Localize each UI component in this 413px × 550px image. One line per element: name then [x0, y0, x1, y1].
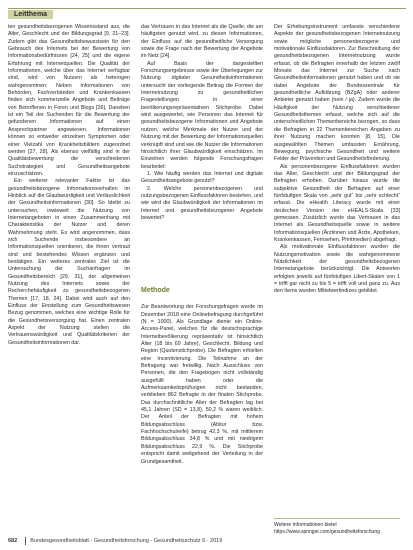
- paragraph: Ein weiterer relevanter Faktor ist das gesundheitsbezogene Informationsverhalten im Hinblick auf die Glaubwürdigkeit und Verlässlichkeit der Gesundheitsinformationen [30]. So bleibt zu untersuchen, inwieweit die Nutzung von Internetangeboten in einen Zusammenhang mit Charakteristika der Nutzer und deren Wahrnehmung steht. Es wird angenommen, dass sich Suchende insbesondere an Informationsquellen orientieren, die ihnen vertraut sind und bestehendes Wissen ergänzen und bestätigen. Ein weiteres zentrales Ziel ist die Untersuchung der Suchanfragen im Gesundheitsbereich [29, 31], der allgemeinen Nutzung des Internets sowie der Recherchehäufigkeit zu gesundheitsbezogenen Themen [17, 18, 24]. Dabei wird auch auf den Einfluss der Einstellung zum Gesundheitswesen Bezug genommen, welches eine wichtige Rolle für die Gesundheitsversorgung hat. Einen zentralen Aspekt der Nutzung stellen die Vertrauenswürdigkeit und Qualitätskriterien der Gesundheitsinformationen dar.: [8, 178, 130, 346]
- page-footer: [8, 536, 406, 546]
- page-number: 682: [8, 538, 18, 544]
- list-item: 1. Wie häufig werden das Internet und digitale Gesundheitsangebote genutzt?: [141, 170, 263, 185]
- section-tag: Leitthema: [8, 10, 53, 19]
- paragraph: Der Erhebungsinstrument umfasste verschiedene Aspekte der gesundheitsbezogenen Internetnutzung sowie mögliche personenbezogene und motivationale Einflussfaktoren. Zur Beschreibung der gesundheitsbezogenen Internetnutzung wurde erfasst, ob die Befragten innerhalb der letzten zwölf Monate das Internet zur Suche nach Gesundheitsinformationen genutzt haben und ob sie dabei Angebote der Bundeszentrale für gesundheitliche Aufklärung (BZgA) oder anderer Anbieter genutzt haben (nein / ja). Zudem wurde die Häufigkeit der Nutzung verschiedener Gesundheitsthemen erfasst, welche sich auf die unterschiedlichen Themenbereiche bezogen, so dass die Befragten in 22 Themenbereichen Angaben zu ihrer Nutzung machen konnten [8, 15]. Die ausgewählten Themen umfassten Ernährung, Bewegung, psychische Gesundheit und weitere Felder der Prävention und Gesundheitsförderung.: [274, 24, 400, 163]
- paragraph: Als personenbezogene Einflussfaktoren wurden das Alter, Geschlecht und der Bildungsgrad der Befragten erhoben. Darüber hinaus wurde die subjektive Gesundheit der Befragten auf einer fünfstufigen Skala von „sehr gut“ bis „sehr schlecht“ erfasst. Die eHealth Literacy wurde mit einer deutschen Version der eHEALS-Skala [33] gemessen. Zusätzlich wurde das Vertrauen in das Internet als Gesundheitsquelle sowie in weitere Informationsquellen (Ärztinnen und Ärzte, Apotheken, Krankenkassen, Fernsehen, Printmedien) abgefragt.: [274, 163, 400, 243]
- methods-text: [141, 299, 263, 519]
- paragraph: Auf Basis der dargestellten Forschungsergebnisse sowie der Überlegungen zur Nutzung digitaler Gesundheitsinformationen untersucht der vorliegende Beitrag die Formen der Internetnutzung zu gesundheitlichen Fragestellungen in einer bevölkerungsrepräsentativen Stichprobe. Dabei wird ausgewertet, wie Personen das Internet für gesundheitsbezogene Informationen und Angebote nutzen, welche Merkmale der Nutzer und der Nutzung mit der Bewertung der Informationsquellen verknüpft sind und wie die Nutzer die Informationen hinsichtlich ihrer Glaubwürdigkeit einschätzen. Im Einzelnen werden folgende Forschungsfragen bearbeitet:: [141, 60, 263, 170]
- text-column-right: [274, 24, 400, 514]
- list-item: 2. Welche personenbezogenen und nutzungsbezogenen Einflussfaktoren bestehen, und wie wird die Glaubwürdigkeit der Informationen im Internet und gesundheitsbezogener Angebote bewertet?: [141, 185, 263, 221]
- footnote: [274, 518, 400, 535]
- footer-separator: [25, 537, 26, 545]
- paragraph: ten gesundheitsbezogenen Wissensstand aus, die Alter, Geschlecht und der Bildungsgrad [9, 21–23]. Zudem gibt das Gesundheitsbewusstsein für den Gebrauch des Internets bei der Bewertung von Informationsbedürfnissen [24, 25] und die eigene Erfahrung mit Internetquellen. Die Qualität der Informationen, welche über das Internet verfügbar sind, wird von Nutzern als heterogen wahrgenommen: Neben Informationen von Behörden, Fachverbänden und Krankenkassen finden sich kommerzielle Angebote und Beiträge von Betroffenen in Foren und Blogs [26]. Daneben ist ein Teil der Suchenden für die Bewertung der gefundenen Informationen auf einen Ansprechpartner angewiesen. Informationen können so entweder einzelnen Symptomen oder einer Vielzahl von Krankheitsbildern zugeordnet werden [27, 28]. Als ebenso vielfältig sind in der Qualitätsbewertung die verschiedenen Suchstrategien und Gesundheitsangebote einzuschätzen.: [8, 24, 130, 177]
- text-column-left: [8, 24, 130, 520]
- paragraph: Zur Beantwortung der Forschungsfragen wurde im Dezember 2018 eine Onlinebefragung durchgeführt (N = 1000). Als Grundlage diente ein Online-Access-Panel, welches für die deutschsprachige Internetbevölkerung repräsentativ ist hinsichtlich Alter (18 bis 69 Jahre), Geschlecht, Bildung und Region (Quotenstichprobe). Die Befragten erhielten eine Incentivierung. Die Teilnahme an der Befragung war freiwillig. Nach Ausschluss von Personen, die den Fragebogen nicht vollständig ausgefüllt haben oder die Aufmerksamkeitsprüfungen nicht bestanden, verblieben 862 Befragte in der finalen Stichprobe. Das durchschnittliche Alter der Befragten lag bei 45,1 Jahren (SD = 13,8), 50,2 % waren weiblich. Der Anteil der Befragten mit hohem Bildungsabschluss (Abitur bzw. Fachhochschulreife) betrug 42,3 %, mit mittlerem Bildungsabschluss 34,8 % und mit niedrigem Bildungsabschluss 22,9 %. Die Stichprobe entspricht damit weitgehend der Verteilung in der Grundgesamtheit.: [141, 304, 263, 465]
- paragraph: das Vertrauen in das Internet als die Quelle, die am häufigsten genutzt wird, zu diesen Informationen, der Einfluss auf die gesundheitliche Versorgung sowie die Frage nach der Bewertung der Angebote im Netz [24].: [141, 24, 263, 60]
- paragraph: Als motivationale Einflussfaktoren wurden die Nutzungsmotivation sowie die wahrgenommene Nützlichkeit der gesundheitsbezogenen Internetangebote berücksichtigt. Die Antworten erfolgten jeweils auf fünfstufigen Likert-Skalen von 1 = trifft gar nicht zu bis 5 = trifft voll und ganz zu. Aus den Items wurden Mittelwertindizes gebildet.: [274, 244, 400, 295]
- footnote-text: Weitere Informationen bietet https://www.springer.com/gesundheitsforschung: [274, 522, 380, 535]
- journal-name: Bundesgesundheitsblatt - Gesundheitsforschung - Gesundheitsschutz 6 · 2019: [30, 538, 223, 544]
- methods-heading: Methode: [141, 287, 170, 294]
- section-header: [8, 8, 406, 20]
- text-column-middle: [141, 24, 263, 286]
